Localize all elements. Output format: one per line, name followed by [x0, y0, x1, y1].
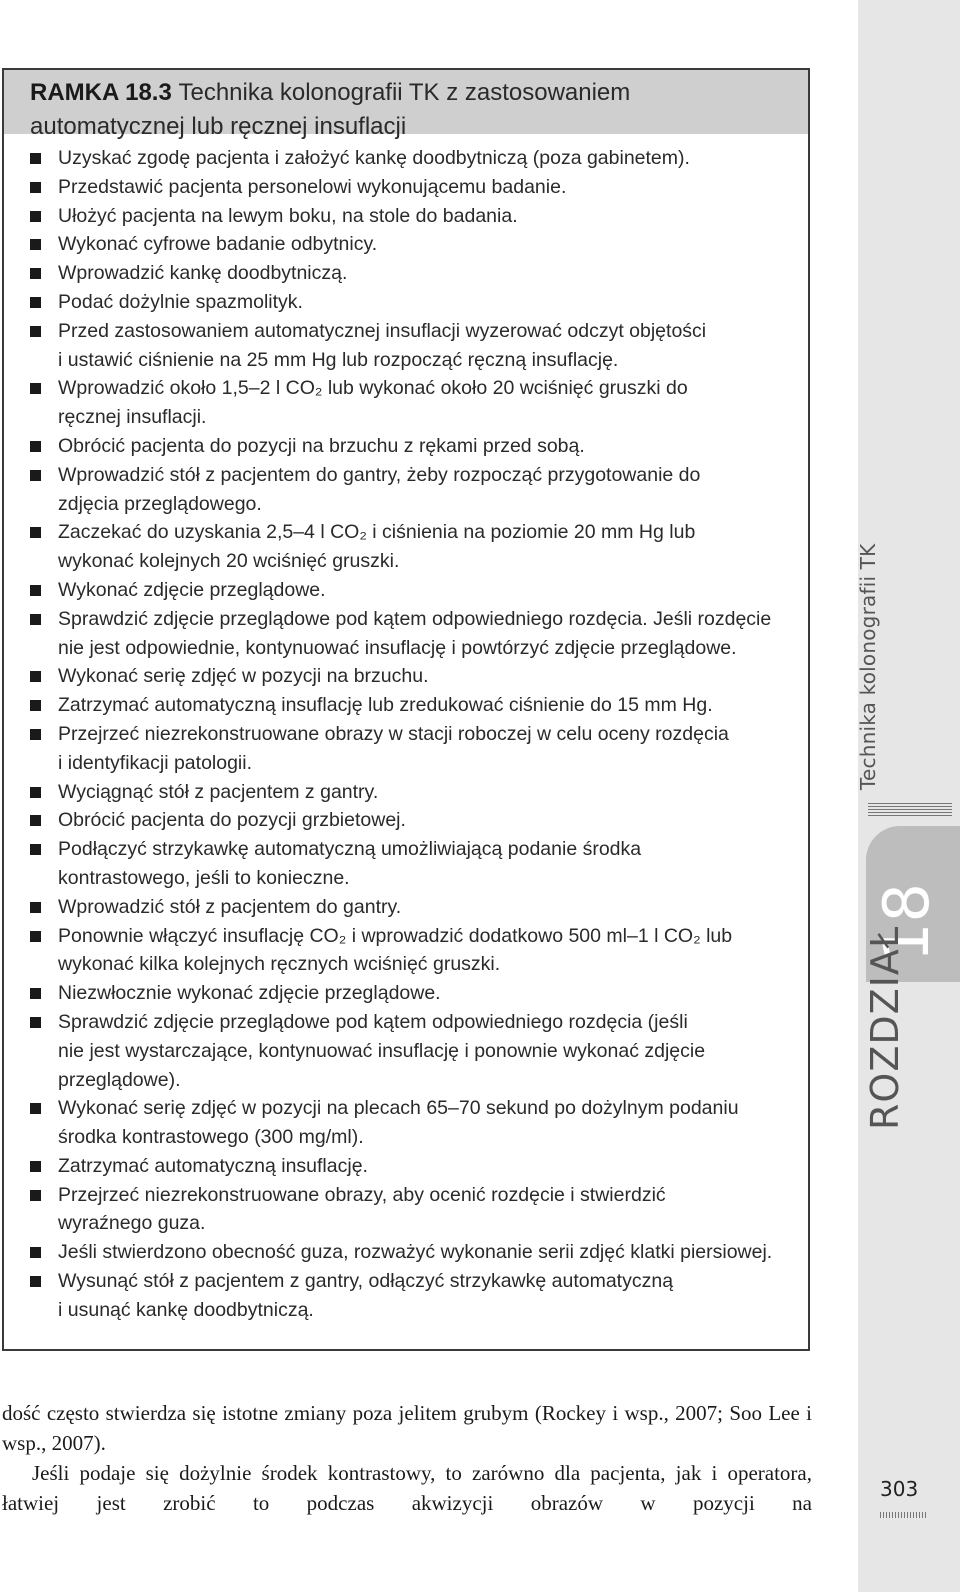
step-item: Obrócić pacjenta do pozycji grzbietowej.: [30, 806, 808, 835]
step-item: Wyciągnąć stół z pacjentem z gantry.: [30, 778, 808, 807]
box-label: RAMKA 18.3: [30, 79, 179, 106]
procedure-box: [2, 68, 810, 1351]
page-number-hatch: [880, 1512, 928, 1518]
running-title-hatch: [868, 802, 952, 816]
step-item: Wprowadzić stół z pacjentem do gantry.: [30, 893, 808, 922]
step-item: Podać dożylnie spazmolityk.: [30, 288, 808, 317]
step-item: Podłączyć strzykawkę automatyczną umożliwiającą podanie środka kontrastowego, jeśli to konieczne.: [30, 835, 808, 893]
step-item: Wysunąć stół z pacjentem z gantry, odłączyć strzykawkę automatyczną i usunąć kankę doodbytniczą.: [30, 1267, 808, 1325]
step-item: Wprowadzić kankę doodbytniczą.: [30, 259, 808, 288]
step-item: Wykonać serię zdjęć w pozycji na brzuchu.: [30, 662, 808, 691]
steps-list: [4, 144, 808, 1325]
step-item: Wykonać zdjęcie przeglądowe.: [30, 576, 808, 605]
step-item: Obrócić pacjenta do pozycji na brzuchu z rękami przed sobą.: [30, 432, 808, 461]
step-item: Sprawdzić zdjęcie przeglądowe pod kątem odpowiedniego rozdęcia. Jeśli rozdęcie nie jest odpowiednie, kontynuować insuflację i powtórzyć zdjęcie przeglądowe.: [30, 605, 808, 663]
step-item: Uzyskać zgodę pacjenta i założyć kankę doodbytniczą (poza gabinetem).: [30, 144, 808, 173]
step-item: Ułożyć pacjenta na lewym boku, na stole do badania.: [30, 202, 808, 231]
step-item: Przed zastosowaniem automatycznej insuflacji wyzerować odczyt objętości i ustawić ciśnienie na 25 mm Hg lub rozpocząć ręczną insuflację.: [30, 317, 808, 375]
step-item: Zatrzymać automatyczną insuflację.: [30, 1152, 808, 1181]
step-item: Ponownie włączyć insuflację CO₂ i wprowadzić dodatkowo 500 ml–1 l CO₂ lub wykonać kilka kolejnych ręcznych wciśnięć gruszki.: [30, 922, 808, 980]
step-item: Jeśli stwierdzono obecność guza, rozważyć wykonanie serii zdjęć klatki piersiowej.: [30, 1238, 808, 1267]
chapter-label: ROZDZIAŁ: [863, 925, 907, 1130]
paragraph-2: Jeśli podaje się dożylnie środek kontrastowy, to zarówno dla pacjenta, jak i operatora, łatwiej jest zrobić to podczas akwizycji obrazów w pozycji na: [2, 1461, 812, 1515]
step-item: Niezwłocznie wykonać zdjęcie przeglądowe.: [30, 979, 808, 1008]
step-item: Przedstawić pacjenta personelowi wykonującemu badanie.: [30, 173, 808, 202]
step-item: Wykonać serię zdjęć w pozycji na plecach 65–70 sekund po dożylnym podaniu środka kontrastowego (300 mg/ml).: [30, 1094, 808, 1152]
step-item: Przejrzeć niezrekonstruowane obrazy w stacji roboczej w celu oceny rozdęcia i identyfikacji patologii.: [30, 720, 808, 778]
body-text: [2, 1398, 812, 1518]
margin-strip: [858, 0, 960, 1592]
paragraph-1: dość często stwierdza się istotne zmiany poza jelitem grubym (Rockey i wsp., 2007; Soo Lee i wsp., 2007).: [2, 1401, 812, 1455]
running-title: Technika kolonografii TK: [856, 543, 880, 790]
page-number: 303: [880, 1477, 919, 1501]
step-item: Zatrzymać automatyczną insuflację lub zredukować ciśnienie do 15 mm Hg.: [30, 691, 808, 720]
step-item: Wykonać cyfrowe badanie odbytnicy.: [30, 230, 808, 259]
step-item: Przejrzeć niezrekonstruowane obrazy, aby ocenić rozdęcie i stwierdzić wyraźnego guza.: [30, 1181, 808, 1239]
box-title: Technika kolonografii TK z zastosowaniem automatycznej lub ręcznej insuflacji: [30, 79, 631, 140]
step-item: Wprowadzić stół z pacjentem do gantry, żeby rozpocząć przygotowanie do zdjęcia przeglądowego.: [30, 461, 808, 519]
step-item: Sprawdzić zdjęcie przeglądowe pod kątem odpowiedniego rozdęcia (jeśli nie jest wystarczające, kontynuować insuflację i ponownie wykonać zdjęcie przeglądowe).: [30, 1008, 808, 1094]
box-header: [4, 70, 808, 140]
chapter-number: 18: [870, 883, 943, 962]
step-item: Wprowadzić około 1,5–2 l CO₂ lub wykonać około 20 wciśnięć gruszki do ręcznej insuflacji.: [30, 374, 808, 432]
step-item: Zaczekać do uzyskania 2,5–4 l CO₂ i ciśnienia na poziomie 20 mm Hg lub wykonać kolejnych 20 wciśnięć gruszki.: [30, 518, 808, 576]
